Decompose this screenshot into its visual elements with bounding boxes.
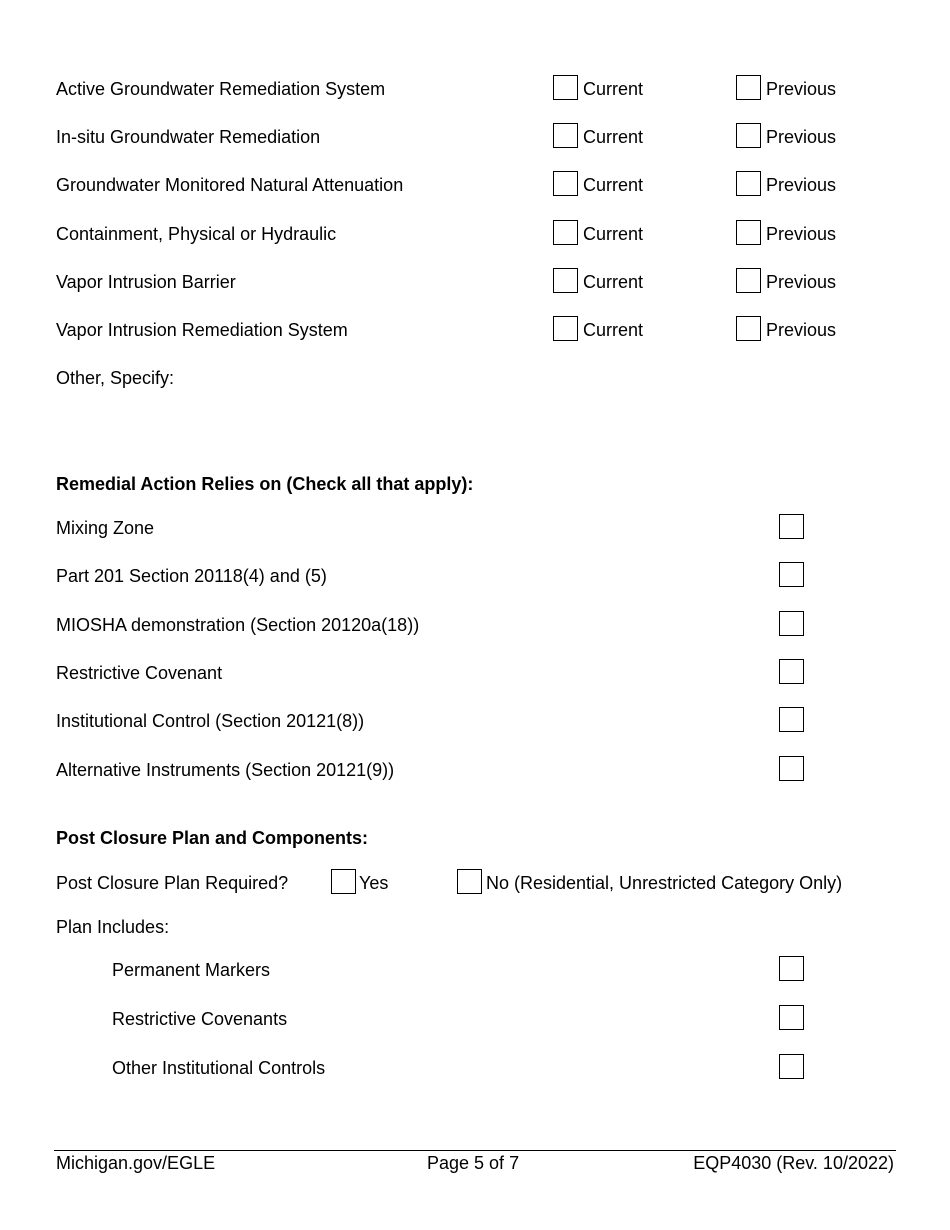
previous-label: Previous [766,175,837,195]
current-checkbox[interactable] [553,316,578,341]
relies-on-checkbox[interactable] [779,659,804,684]
plan-item-checkbox[interactable] [779,956,804,981]
yes-checkbox[interactable] [331,869,356,894]
relies-on-label: MIOSHA demonstration (Section 20120a(18)) [56,615,420,635]
relies-on-label: Part 201 Section 20118(4) and (5) [56,566,327,586]
relies-on-label: Institutional Control (Section 20121(8)) [56,711,365,731]
other-specify-label: Other, Specify: [56,368,175,388]
current-checkbox[interactable] [553,220,578,245]
remediation-label: Vapor Intrusion Barrier [56,272,236,292]
relies-on-checkbox[interactable] [779,514,804,539]
previous-label: Previous [766,79,837,99]
previous-checkbox[interactable] [736,316,761,341]
previous-label: Previous [766,224,837,244]
plan-item-row [0,956,950,984]
current-label: Current [583,127,644,147]
remediation-row [0,220,950,248]
relies-on-heading: Remedial Action Relies on (Check all that apply): [56,474,474,494]
remediation-row [0,316,950,344]
current-label: Current [583,79,644,99]
remediation-row [0,268,950,296]
relies-on-checkbox[interactable] [779,611,804,636]
current-checkbox[interactable] [553,171,578,196]
plan-item-checkbox[interactable] [779,1005,804,1030]
relies-on-row [0,659,950,687]
current-checkbox[interactable] [553,123,578,148]
post-closure-question: Post Closure Plan Required? [56,873,289,893]
current-checkbox[interactable] [553,75,578,100]
plan-item-label: Permanent Markers [112,960,271,980]
relies-on-row [0,756,950,784]
relies-on-checkbox[interactable] [779,562,804,587]
remediation-row [0,171,950,199]
post-closure-question-row [0,869,950,897]
relies-on-row [0,514,950,542]
plan-item-checkbox[interactable] [779,1054,804,1079]
remediation-label: Groundwater Monitored Natural Attenuation [56,175,404,195]
relies-on-row [0,562,950,590]
footer-page-number: Page 5 of 7 [427,1153,520,1173]
previous-label: Previous [766,272,837,292]
current-label: Current [583,272,644,292]
relies-on-label: Restrictive Covenant [56,663,223,683]
footer-website: Michigan.gov/EGLE [56,1153,216,1173]
plan-includes-label: Plan Includes: [56,917,170,937]
no-label: No (Residential, Unrestricted Category Only) [486,873,843,893]
remediation-row [0,75,950,103]
relies-on-label: Mixing Zone [56,518,155,538]
current-checkbox[interactable] [553,268,578,293]
previous-checkbox[interactable] [736,75,761,100]
remediation-label: Active Groundwater Remediation System [56,79,386,99]
relies-on-label: Alternative Instruments (Section 20121(9)) [56,760,395,780]
current-label: Current [583,320,644,340]
previous-label: Previous [766,320,837,340]
previous-checkbox[interactable] [736,268,761,293]
previous-checkbox[interactable] [736,220,761,245]
no-checkbox[interactable] [457,869,482,894]
remediation-label: Vapor Intrusion Remediation System [56,320,348,340]
plan-item-label: Restrictive Covenants [112,1009,288,1029]
current-label: Current [583,224,644,244]
remediation-label: In-situ Groundwater Remediation [56,127,321,147]
remediation-label: Containment, Physical or Hydraulic [56,224,337,244]
footer-divider [54,1150,896,1151]
previous-checkbox[interactable] [736,123,761,148]
relies-on-row [0,611,950,639]
current-label: Current [583,175,644,195]
plan-item-row [0,1005,950,1033]
plan-item-label: Other Institutional Controls [112,1058,326,1078]
footer-form-id: EQP4030 (Rev. 10/2022) [693,1153,894,1173]
previous-checkbox[interactable] [736,171,761,196]
remediation-row [0,123,950,151]
relies-on-checkbox[interactable] [779,707,804,732]
previous-label: Previous [766,127,837,147]
relies-on-row [0,707,950,735]
yes-label: Yes [359,873,389,893]
plan-item-row [0,1054,950,1082]
relies-on-checkbox[interactable] [779,756,804,781]
post-closure-heading: Post Closure Plan and Components: [56,828,369,848]
